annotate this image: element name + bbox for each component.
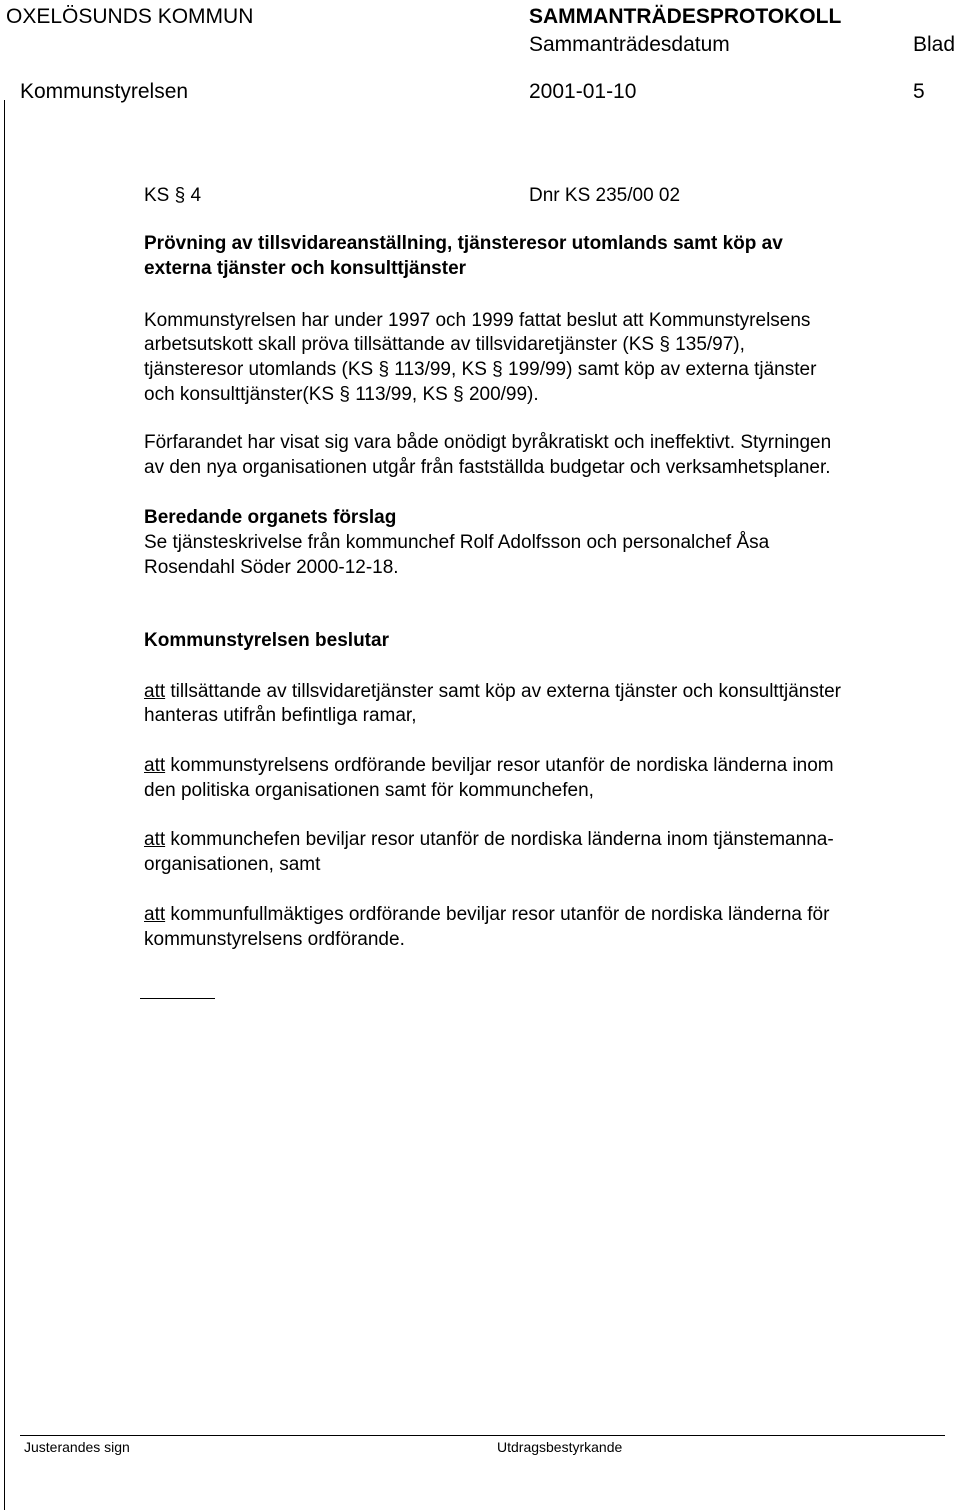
para1-line-2: arbetsutskott skall pröva tillsättande av tillsvidaretjänster (KS § 135/97), [144,334,745,355]
municipality-name: OXELÖSUNDS KOMMUN [6,5,254,28]
para2-line-1: Förfarandet har visat sig vara både onödigt byråkratiskt och ineffektivt. Styrningen [144,432,832,453]
left-margin-line [4,100,5,1510]
decision-item-4-cont: kommunstyrelsens ordförande. [144,929,405,950]
para1-line-3: tjänsteresor utomlands (KS § 113/99, KS § 199/99) samt köp av externa tjänster [144,359,817,380]
end-rule [140,998,215,999]
para1-line-1: Kommunstyrelsen har under 1997 och 1999 fattat beslut att Kommunstyrelsens [144,310,811,331]
case-title-line-1: Prövning av tillsvidareanställning, tjänsteresor utomlands samt köp av [144,233,783,254]
decision-item-2-cont: den politiska organisationen samt för kommunchefen, [144,780,594,801]
case-dnr: Dnr KS 235/00 02 [529,185,681,206]
meeting-date: 2001-01-10 [529,80,637,103]
footer-line [20,1435,945,1436]
att-keyword: att [144,681,166,702]
decision-item-3: att kommunchefen beviljar resor utanför de nordiska länderna inom tjänstemanna- [144,829,834,850]
att-keyword: att [144,829,166,850]
case-title-line-2: externa tjänster och konsulttjänster [144,258,467,279]
para1-line-4: och konsulttjänster(KS § 113/99, KS § 200/99). [144,384,539,405]
meeting-date-label: Sammanträdesdatum [529,33,730,56]
decision-item-3-cont: organisationen, samt [144,854,321,875]
case-number: KS § 4 [144,185,202,206]
document-type: SAMMANTRÄDESPROTOKOLL [529,5,842,28]
att-keyword: att [144,904,166,925]
proposal-heading: Beredande organets förslag [144,507,397,528]
footer-adjuster-sign: Justerandes sign [24,1439,130,1455]
proposal-line-1: Se tjänsteskrivelse från kommunchef Rolf Adolfsson och personalchef Åsa [144,532,770,553]
decision-item-1: att tillsättande av tillsvidaretjänster samt köp av externa tjänster och konsulttjänster [144,681,842,702]
att-keyword: att [144,755,166,776]
committee-name: Kommunstyrelsen [20,80,189,103]
decision-item-2: att kommunstyrelsens ordförande beviljar resor utanför de nordiska länderna inom [144,755,834,776]
page-label: Blad [913,33,956,56]
footer-extract-certification: Utdragsbestyrkande [497,1439,623,1455]
para2-line-2: av den nya organisationen utgår från fastställda budgetar och verksamhetsplaner. [144,457,831,478]
page-number: 5 [913,80,925,103]
decision-item-4: att kommunfullmäktiges ordförande beviljar resor utanför de nordiska länderna för [144,904,830,925]
proposal-line-2: Rosendahl Söder 2000-12-18. [144,557,399,578]
decision-item-1-cont: hanteras utifrån befintliga ramar, [144,705,417,726]
decision-heading: Kommunstyrelsen beslutar [144,630,389,651]
